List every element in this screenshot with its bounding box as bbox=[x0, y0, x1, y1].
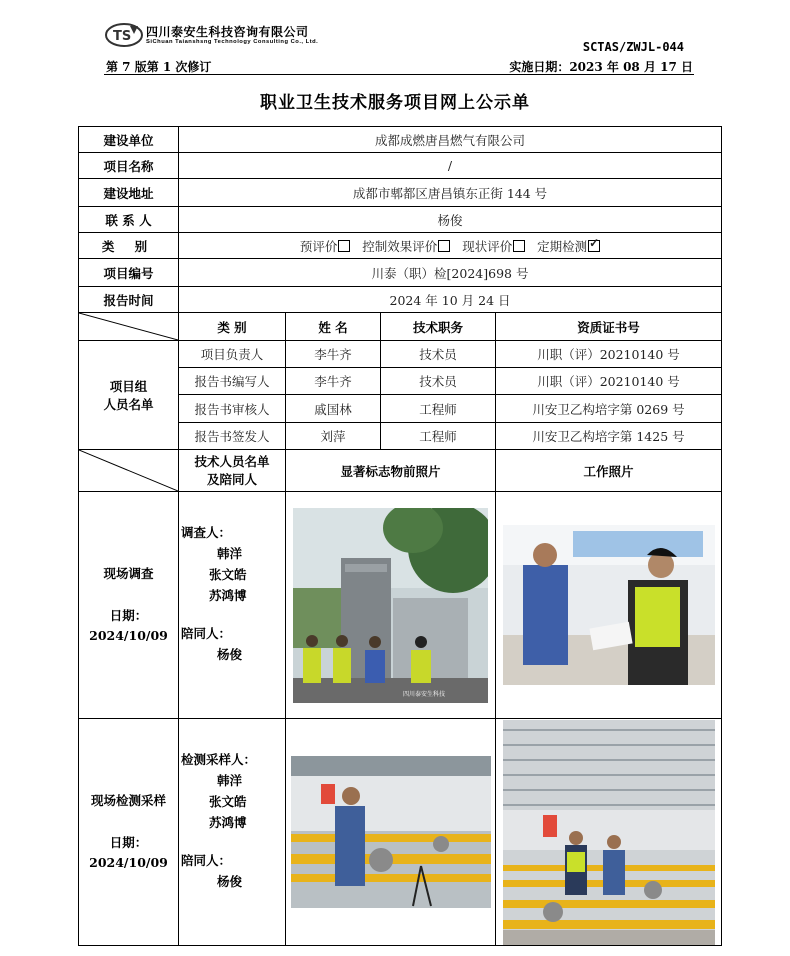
survey-staff-label: 调查人： bbox=[181, 525, 232, 540]
address-label: 建设地址 bbox=[79, 179, 179, 207]
photo-corner-cell bbox=[79, 450, 179, 492]
project-value: / bbox=[179, 153, 722, 179]
landmark-photo-header: 显著标志物前照片 bbox=[286, 450, 496, 492]
version-label: 第 7 版第 1 次修订 bbox=[106, 60, 212, 74]
survey-label-cell bbox=[79, 492, 179, 719]
team-cert: 川安卫乙构培字第 1425 号 bbox=[496, 423, 722, 450]
sampling-staff-name: 苏鸿博 bbox=[209, 815, 247, 830]
staff-column-header: 技术人员名单 及陪同人 bbox=[179, 450, 286, 492]
number-value: 川泰（职）检[2024]698 号 bbox=[179, 259, 722, 287]
document-code: SCTAS/ZWJL-044 bbox=[582, 40, 684, 54]
type-options bbox=[179, 233, 722, 259]
notice-table bbox=[78, 126, 722, 946]
type-periodic-test[interactable]: 定期检测✓ bbox=[537, 239, 600, 254]
unit-value: 成都成燃唐昌燃气有限公司 bbox=[179, 127, 722, 153]
team-group-label: 项目组 人员名单 bbox=[79, 341, 179, 450]
team-title: 技术员 bbox=[381, 368, 496, 395]
sampling-photo bbox=[291, 756, 491, 908]
team-title: 技术员 bbox=[381, 341, 496, 368]
company-name-en: SiChuan Taianshsng Technology Consulting Co., Ltd. bbox=[146, 39, 319, 45]
implement-date: 实施日期：2023 年 08 月 17 日 bbox=[509, 60, 693, 74]
team-name: 刘萍 bbox=[286, 423, 381, 450]
page-title: 职业卫生技术服务项目网上公示单 bbox=[260, 93, 530, 113]
team-cert: 川安卫乙构培字第 0269 号 bbox=[496, 395, 722, 423]
team-title: 工程师 bbox=[381, 395, 496, 423]
sampling-staff-cell bbox=[179, 719, 286, 946]
project-label: 项目名称 bbox=[79, 153, 179, 179]
photo-watermark: 四川泰安生科技 bbox=[403, 690, 446, 698]
type-status-eval[interactable]: 现状评价 bbox=[462, 239, 525, 254]
survey-work-photo bbox=[503, 525, 715, 685]
team-name: 戚国林 bbox=[286, 395, 381, 423]
team-header-title: 技术职务 bbox=[381, 313, 496, 341]
checkbox-pre-eval[interactable] bbox=[338, 240, 350, 252]
survey-date-label: 日期： bbox=[109, 608, 148, 623]
team-role: 报告书签发人 bbox=[179, 423, 286, 450]
survey-staff-name: 张文皓 bbox=[209, 567, 247, 582]
team-header-name: 姓 名 bbox=[286, 313, 381, 341]
number-label: 项目编号 bbox=[79, 259, 179, 287]
team-cert: 川职（评）20210140 号 bbox=[496, 341, 722, 368]
type-label: 类 别 bbox=[79, 233, 179, 259]
team-name: 李牛齐 bbox=[286, 368, 381, 395]
team-header-role: 类 别 bbox=[179, 313, 286, 341]
team-role: 报告书审核人 bbox=[179, 395, 286, 423]
sampling-staff-label: 检测采样人： bbox=[181, 752, 257, 767]
survey-staff-name: 韩洋 bbox=[217, 546, 243, 561]
team-name: 李牛齐 bbox=[286, 341, 381, 368]
survey-staff-name: 苏鸿博 bbox=[209, 588, 247, 603]
report-time-label: 报告时间 bbox=[79, 287, 179, 313]
survey-label: 现场调查 bbox=[103, 566, 154, 581]
company-name-cn: 四川泰安生科技咨询有限公司 bbox=[146, 25, 309, 39]
svg-text:TS: TS bbox=[113, 29, 132, 44]
team-corner-cell bbox=[79, 313, 179, 341]
team-role: 项目负责人 bbox=[179, 341, 286, 368]
company-logo bbox=[104, 22, 144, 48]
contact-value: 杨俊 bbox=[179, 207, 722, 233]
survey-escort-label: 陪同人： bbox=[181, 626, 232, 641]
sampling-label-cell bbox=[79, 719, 179, 946]
type-control-effect[interactable]: 控制效果评价 bbox=[362, 239, 450, 254]
type-pre-eval[interactable]: 预评价 bbox=[300, 239, 351, 254]
sampling-work-photo-cell bbox=[496, 719, 722, 946]
survey-staff-cell bbox=[179, 492, 286, 719]
team-cert: 川职（评）20210140 号 bbox=[496, 368, 722, 395]
team-title: 工程师 bbox=[381, 423, 496, 450]
address-value: 成都市郫都区唐昌镇东正街 144 号 bbox=[179, 179, 722, 207]
sampling-date-label: 日期： bbox=[109, 835, 148, 850]
sampling-escort-name: 杨俊 bbox=[217, 874, 243, 889]
checkbox-periodic-test[interactable] bbox=[588, 240, 600, 252]
survey-landmark-photo-cell bbox=[286, 492, 496, 719]
team-header-cert: 资质证书号 bbox=[496, 313, 722, 341]
sampling-landmark-photo-cell bbox=[286, 719, 496, 946]
survey-date: 2024/10/09 bbox=[89, 628, 168, 643]
unit-label: 建设单位 bbox=[79, 127, 179, 153]
team-role: 报告书编写人 bbox=[179, 368, 286, 395]
landmark-photo bbox=[293, 508, 488, 703]
survey-escort-name: 杨俊 bbox=[217, 647, 243, 662]
contact-label: 联 系 人 bbox=[79, 207, 179, 233]
sampling-escort-label: 陪同人： bbox=[181, 853, 232, 868]
sampling-staff-name: 韩洋 bbox=[217, 773, 243, 788]
checkbox-status-eval[interactable] bbox=[513, 240, 525, 252]
sampling-staff-name: 张文皓 bbox=[209, 794, 247, 809]
header-divider bbox=[104, 74, 694, 75]
sampling-label: 现场检测采样 bbox=[90, 793, 166, 808]
work-photo-header: 工作照片 bbox=[496, 450, 722, 492]
checkbox-control-effect[interactable] bbox=[438, 240, 450, 252]
report-time-value: 2024 年 10 月 24 日 bbox=[179, 287, 722, 313]
sampling-date: 2024/10/09 bbox=[89, 855, 168, 870]
sampling-work-photo bbox=[503, 720, 715, 945]
survey-work-photo-cell bbox=[496, 492, 722, 719]
